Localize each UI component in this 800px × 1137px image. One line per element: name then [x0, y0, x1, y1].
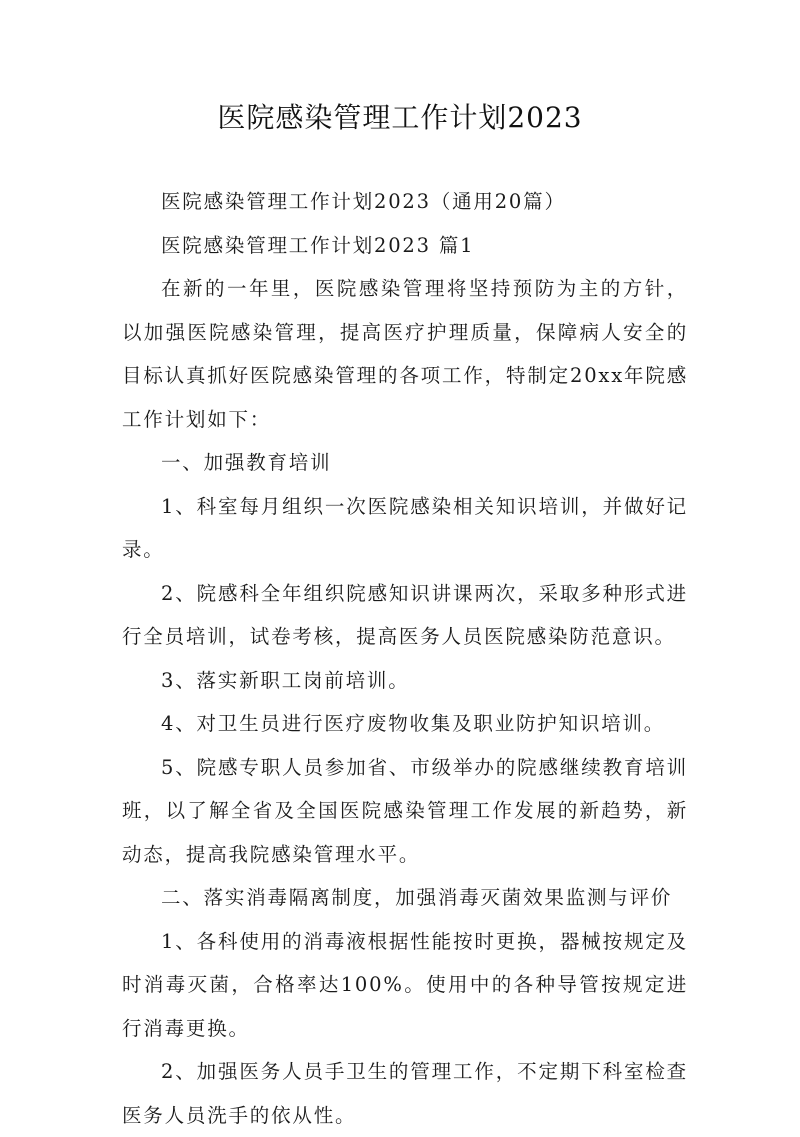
paragraph-item: 4、对卫生员进行医疗废物收集及职业防护知识培训。: [161, 712, 666, 735]
paragraph-item: 3、落实新职工岗前培训。: [161, 668, 410, 692]
paragraph-item: 2、加强医务人员手卫生的管理工作，不定期下科室检查医务人员洗手的依从性。: [122, 1060, 688, 1127]
paragraph-section-heading: 医院感染管理工作计划2023 篇1: [161, 233, 475, 257]
paragraph-subtitle: 医院感染管理工作计划2023（通用20篇）: [161, 190, 566, 213]
document-body: [122, 180, 688, 1137]
paragraph-item: 1、科室每月组织一次医院感染相关知识培训，并做好记录。: [122, 494, 688, 561]
paragraph-item: 2、院感科全年组织院感知识讲课两次，采取多种形式进行全员培训，试卷考核，提高医务人员医院感染防范意识。: [122, 581, 688, 648]
paragraph-item: 5、院感专职人员参加省、市级举办的院感继续教育培训班，以了解全省及全国医院感染管理工作发展的新趋势，新动态，提高我院感染管理水平。: [122, 755, 688, 866]
paragraph-heading-1: 一、加强教育培训: [161, 451, 332, 474]
paragraph-item: 1、各科使用的消毒液根据性能按时更换，器械按规定及时消毒灭菌，合格率达100%。使用中的各种导管按规定进行消毒更换。: [122, 929, 688, 1040]
paragraph-intro: 在新的一年里，医院感染管理将坚持预防为主的方针，以加强医院感染管理，提高医疗护理质量，保障病人安全的目标认真抓好医院感染管理的各项工作，特制定20xx年院感工作计划如下：: [122, 277, 688, 431]
paragraph-heading-2: 二、落实消毒隔离制度，加强消毒灭菌效果监测与评价: [161, 886, 673, 909]
document-title: 医院感染管理工作计划2023: [217, 101, 583, 134]
